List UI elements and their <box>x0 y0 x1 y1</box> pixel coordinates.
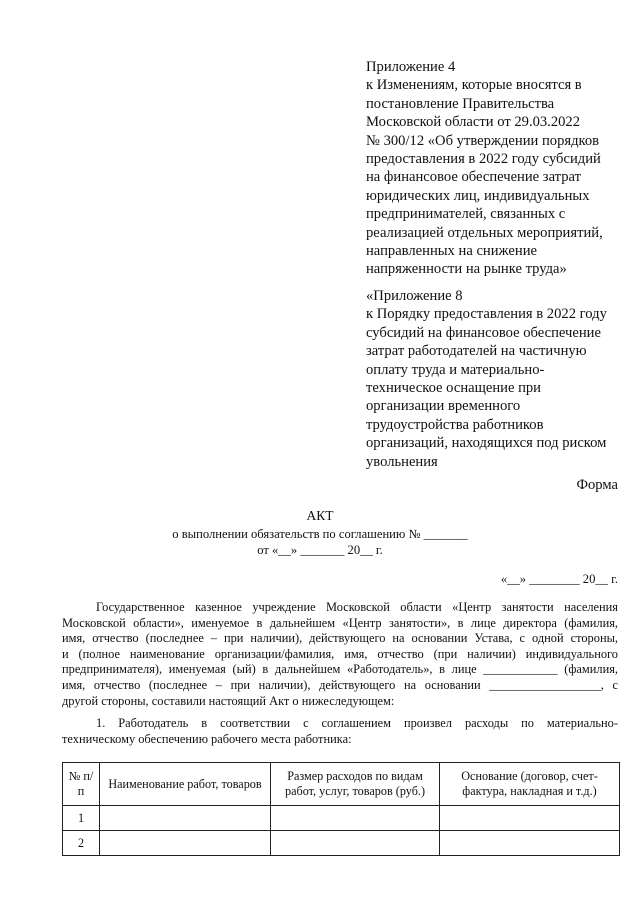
paragraph-line: и (полное наименование организации/фамилия, имя, отчество (при наличии) индивидуального <box>62 646 618 661</box>
table-cell <box>271 831 440 856</box>
appendix-line: предоставления в 2022 году субсидий <box>366 151 601 168</box>
table-header-row <box>63 763 620 806</box>
appendix-line: организации временного <box>366 398 521 415</box>
appendix-4-block <box>366 58 628 279</box>
appendix-line: на финансовое обеспечение затрат <box>366 169 581 186</box>
table-cell <box>100 831 271 856</box>
appendix-line: реализацией отдельных мероприятий, <box>366 224 603 241</box>
item-1-paragraph <box>62 716 618 747</box>
appendix-8-block <box>366 287 628 471</box>
appendix-line: затрат работодателей на частичную <box>366 343 587 360</box>
appendix-line: субсидий на финансовое обеспечение <box>366 324 601 341</box>
appendix-line: юридических лиц, индивидуальных <box>366 187 590 204</box>
table-cell <box>440 831 620 856</box>
appendix-line: напряженности на рынке труда» <box>366 261 567 278</box>
header-name: Наименование работ, товаров <box>100 763 271 806</box>
act-date: «__» ________ 20__ г. <box>500 572 618 586</box>
document-subtitle: о выполнении обязательств по соглашению № _______ <box>172 527 468 541</box>
table-row <box>63 831 620 856</box>
agreement-date-line: от «__» _______ 20__ г. <box>257 543 383 557</box>
appendix-line: постановление Правительства <box>366 95 555 112</box>
header-number: № п/п <box>63 763 100 806</box>
paragraph-line: другой стороны, составили настоящий Акт о нижеследующем: <box>62 693 395 708</box>
paragraph-line: Московской области», именуемое в дальнейшем «Центр занятости», в лице директора (фамилия, <box>62 615 618 630</box>
appendix-line: Приложение 4 <box>366 59 456 75</box>
document-title: АКТ <box>306 508 334 523</box>
paragraph-line: 1. Работодатель в соответствии с соглашением произвел расходы по материально- <box>96 716 618 730</box>
paragraph-line: техническому обеспечению рабочего места работника: <box>62 731 352 746</box>
appendix-line: оплату труда и материально- <box>366 361 545 378</box>
header-amount: Размер расходов по видам работ, услуг, товаров (руб.) <box>271 763 440 806</box>
paragraph-line: имя, отчество (последнее – при наличии), действующего на основании __________________, с <box>62 677 618 692</box>
appendix-line: организаций, находящихся под риском <box>366 435 607 452</box>
table-cell <box>440 806 620 831</box>
header-basis: Основание (договор, счет-фактура, накладная и т.д.) <box>440 763 620 806</box>
table-cell: 1 <box>63 806 100 831</box>
intro-paragraph <box>62 600 618 709</box>
appendix-line: к Изменениям, которые вносятся в <box>366 77 582 94</box>
paragraph-line: имя, отчество (последнее – при наличии), действующего на основании Устава, с одной стороны, <box>62 631 618 646</box>
appendix-line: предпринимателей, связанных с <box>366 206 566 223</box>
appendix-line: «Приложение 8 <box>366 288 463 304</box>
appendix-line: направленных на снижение <box>366 243 538 260</box>
table-cell: 2 <box>63 831 100 856</box>
expenses-table <box>62 762 620 856</box>
appendix-line: к Порядку предоставления в 2022 году <box>366 306 607 323</box>
paragraph-line: Государственное казенное учреждение Московской области «Центр занятости населения <box>96 600 618 614</box>
appendix-line: Московской области от 29.03.2022 <box>366 114 581 131</box>
table-cell <box>100 806 271 831</box>
appendix-line: увольнения <box>366 453 438 470</box>
paragraph-line: предпринимателя), именуемая (ый) в дальнейшем «Работодатель», в лице ____________ (фамилия, <box>62 662 618 677</box>
appendix-line: трудоустройства работников <box>366 416 544 433</box>
appendix-line: техническое оснащение при <box>366 380 541 397</box>
appendix-line: № 300/12 «Об утверждении порядков <box>366 132 600 149</box>
table-cell <box>271 806 440 831</box>
form-label: Форма <box>576 477 618 493</box>
table-row <box>63 806 620 831</box>
